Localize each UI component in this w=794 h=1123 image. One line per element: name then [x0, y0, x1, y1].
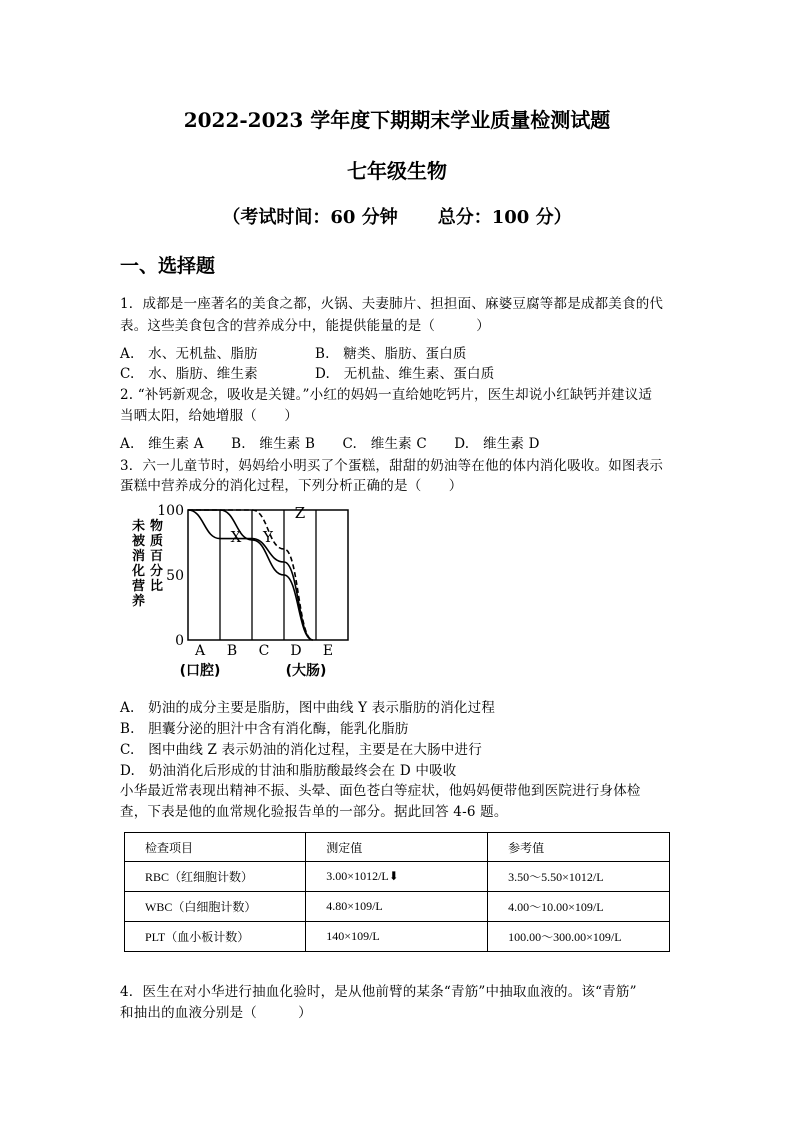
- series-x-curve: [188, 510, 313, 640]
- series-z-label: Z: [294, 504, 306, 522]
- q3-option-d: D. 奶油消化后形成的甘油和脂肪酸最终会在 D 中吸收: [120, 763, 457, 779]
- header-item: 检查项目: [125, 833, 306, 862]
- table-row: [125, 922, 670, 952]
- table-header-row: [125, 833, 670, 862]
- cell-item: PLT（血小板计数）: [125, 922, 306, 952]
- x-tick-label: D: [290, 643, 302, 659]
- x-tick-label: A: [194, 643, 206, 659]
- series-x-label: X: [230, 528, 242, 546]
- table-row: [125, 862, 670, 892]
- intro-line2: 查，下表是他的血常规化验报告单的一部分。据此回答 4-6 题。: [120, 804, 508, 820]
- x-tick-label: C: [258, 643, 270, 659]
- y-tick-label: 100: [157, 503, 184, 519]
- q1-option-c: C. 水、脂肪、维生素: [120, 366, 258, 382]
- intro-line1: 小华最近常表现出精神不振、头晕、面色苍白等症状，他妈妈便带他到医院进行身体检: [120, 783, 641, 799]
- section-title: 一、选择题: [120, 255, 216, 277]
- q3-option-a: A. 奶油的成分主要是脂肪，图中曲线 Y 表示脂肪的消化过程: [120, 700, 496, 716]
- x-annotation-large-intestine: (大肠): [285, 663, 327, 679]
- header-measured: 测定值: [306, 833, 488, 862]
- q3-option-c: C. 图中曲线 Z 表示奶油的消化过程，主要是在大肠中进行: [120, 742, 482, 758]
- cell-measured: 140×109/L: [306, 922, 488, 952]
- series-y-label: Y: [263, 528, 273, 546]
- q1-option-a: A. 水、无机盐、脂肪: [120, 346, 258, 362]
- digestion-chart: [118, 500, 358, 690]
- x-tick-label: B: [226, 643, 238, 659]
- cell-reference: 3.50～5.50×1012/L: [488, 862, 670, 892]
- q2-line1: 2. “补钙新观念，吸收是关键。”小红的妈妈一直给她吃钙片，医生却说小红缺钙并建议适: [120, 387, 653, 403]
- y-tick-label: 0: [175, 633, 184, 649]
- exam-info: [0, 203, 794, 229]
- cell-measured: 4.80×109/L: [306, 892, 488, 922]
- cell-measured: 3.00×1012/L⬇: [306, 862, 488, 892]
- q1-option-d: D. 无机盐、维生素、蛋白质: [315, 366, 495, 382]
- q1-option-b: B. 糖类、脂肪、蛋白质: [315, 346, 467, 362]
- cell-item: RBC（红细胞计数）: [125, 862, 306, 892]
- q4-line1: 4．医生在对小华进行抽血化验时，是从他前臂的某条“青筋”中抽取血液的。该“青筋”: [120, 984, 637, 1000]
- y-tick-label: 50: [166, 568, 184, 584]
- q3-option-b: B. 胆囊分泌的胆汁中含有消化酶，能乳化脂肪: [120, 721, 409, 737]
- x-annotation-mouth: (口腔): [179, 663, 221, 679]
- q2-options: A. 维生素 A B. 维生素 B C. 维生素 C D. 维生素 D: [120, 436, 540, 452]
- q3-line1: 3．六一儿童节时，妈妈给小明买了个蛋糕，甜甜的奶油等在他的体内消化吸收。如图表示: [120, 458, 664, 474]
- x-tick-label: E: [322, 643, 334, 659]
- q1-line1: 1．成都是一座著名的美食之都，火锅、夫妻肺片、担担面、麻婆豆腐等都是成都美食的代: [120, 296, 664, 312]
- cell-item: WBC（白细胞计数）: [125, 892, 306, 922]
- q2-line2: 当晒太阳，给她增服（ ）: [120, 408, 299, 424]
- exam-title: 2022-2023 学年度下期期末学业质量检测试题: [183, 108, 611, 132]
- subject-title: 七年级生物: [347, 159, 447, 183]
- exam-time: （考试时间：60 分钟: [222, 207, 398, 228]
- cell-reference: 4.00～10.00×109/L: [488, 892, 670, 922]
- q1-line2: 表。这些美食包含的营养成分中，能提供能量的是（ ）: [120, 318, 490, 334]
- cell-reference: 100.00～300.00×109/L: [488, 922, 670, 952]
- table-row: [125, 892, 670, 922]
- y-axis-label: 未被消化营养物质百分比: [132, 519, 164, 609]
- blood-report-table: [124, 832, 670, 952]
- q3-line2: 蛋糕中营养成分的消化过程，下列分析正确的是（ ）: [120, 478, 463, 494]
- q4-line2: 和抽出的血液分别是（ ）: [120, 1005, 312, 1021]
- header-reference: 参考值: [488, 833, 670, 862]
- exam-score: 总分：100 分）: [437, 207, 572, 228]
